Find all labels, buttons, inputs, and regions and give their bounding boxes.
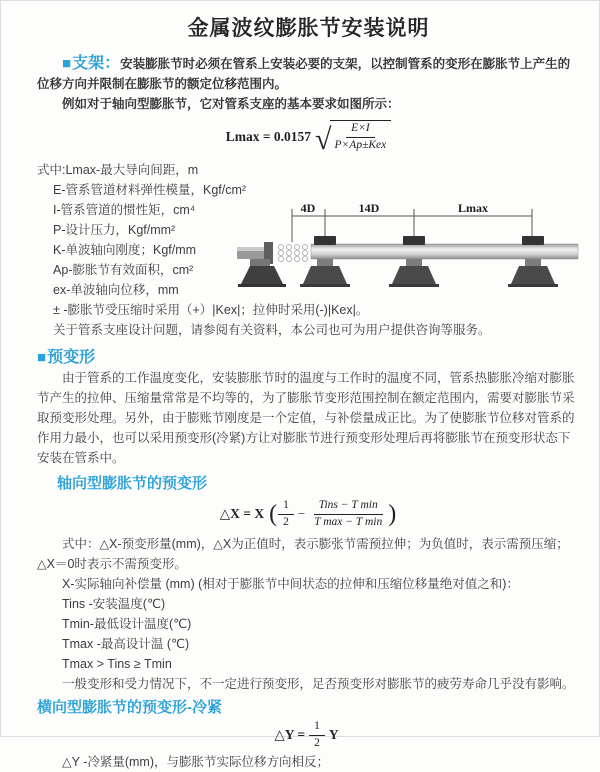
lateral-line: △Y -冷紧量(mm)，与膨胀节实际位移方向相反；: [62, 755, 330, 769]
definitions-and-diagram: [37, 160, 580, 340]
predeform-header-line: [37, 348, 580, 368]
fraction-numerator: 1: [309, 719, 325, 736]
predeform-paragraph: 由于管系的工作温度变化，安装膨胀节时的温度与工作时的温度不同，管系热膨胀冷缩对膨胀节产生的拉伸、压缩量常常是不均等的，为了膨胀节变形范围控制在额定范围内，需要对膨胀节采取预变形处理。另外，由于膨账节刚度是一个定值，与补偿量成正比。为了使膨胀节位移对管系的作用力最小，也可以采用预变形(冷紧)方让对膨胀节进行预变形处理后再将膨胀节在预变形状态下安装在管系中。: [37, 371, 575, 465]
formula-lmax-fraction: [330, 120, 392, 153]
minus-sign: −: [297, 506, 306, 521]
temperature-fraction: [309, 498, 387, 530]
axial-section-title: 轴向型膨胀节的预变形: [57, 475, 208, 492]
bellows-icon: [278, 244, 307, 261]
definition-line: K-单波轴向刚度；Kgf/mm: [53, 243, 197, 257]
dim-label-4d: 4D: [300, 201, 316, 215]
axial-line: Tmax -最高设计温 (℃): [62, 637, 190, 651]
axial-line: Tmin-最低设计温度(℃): [62, 617, 192, 631]
fraction-denominator: 2: [283, 515, 289, 528]
pipe-support-diagram: [235, 200, 580, 292]
support-example-line: 例如对于轴向型膨胀节，它对管系支座的基本要求如图所示：: [62, 97, 400, 111]
section-support-header: 支架：: [72, 55, 121, 72]
definition-line: I-管系管道的惯性矩，cm⁴: [53, 203, 196, 217]
half-fraction: [309, 719, 325, 751]
axial-line: X-实际轴向补偿量 (mm) (相对于膨胀节中间状态的拉伸和压缩位移量绝对值之和)：: [62, 577, 519, 591]
definition-line: ± -膨胀节受压缩时采用（+）|Kex|；拉伸时采用(-)|Kex|。: [53, 303, 369, 317]
half-fraction: [278, 498, 294, 530]
guide-support: [300, 236, 350, 287]
fraction-denominator: P×Ap±Kex: [334, 139, 387, 151]
support-intro-paragraph: [37, 54, 580, 94]
axial-line: Tmax > Tins ≥ Tmin: [62, 657, 172, 671]
support-note-line: 关于管系支座设计问题，请参阅有关资料，本公司也可为用户提供咨询等服务。: [53, 323, 491, 337]
definition-line: P-设计压力，Kgf/mm²: [53, 223, 176, 237]
formula-delta-y: [37, 721, 580, 749]
dim-label-14d: 14D: [358, 201, 380, 215]
fraction-denominator: 2: [314, 736, 320, 749]
definition-line: Ap-膨胀节有效面积，cm²: [53, 263, 194, 277]
section-predeform-header: 预变形: [47, 349, 96, 366]
formula-delta-x: [37, 497, 580, 531]
fraction-numerator: Tins − T min: [314, 498, 383, 515]
definition-line: E-管系管道材料弹性模量，Kgf/cm²: [53, 183, 247, 197]
section-square-icon: ■: [62, 55, 72, 72]
support-intro-text: 安装膨胀节时必须在管系上安装必要的支架，以控制管系的变形在膨胀节上产生的位移方向并限制在膨胀节的额定位移范围内。: [37, 57, 571, 91]
formula-delta-x-lhs: △X = X: [219, 506, 265, 521]
close-paren: ): [388, 501, 397, 527]
page-title: 金属波纹膨胀节安装说明: [187, 17, 430, 40]
formula-delta-y-lhs: △Y =: [274, 727, 306, 742]
fraction-numerator: E×I: [346, 121, 375, 138]
guide-support: [508, 236, 558, 287]
formula-delta-y-rhs: Y: [328, 727, 339, 742]
formula-lmax-lhs: Lmax = 0.0157: [225, 129, 312, 144]
definition-line: ex-单波轴向位移，mm: [53, 283, 179, 297]
section-square-icon: ■: [37, 349, 47, 366]
lateral-section-title: 横向型膨胀节的预变形-冷紧: [37, 699, 222, 716]
formula-lmax: [37, 119, 580, 155]
axial-line: Tins -安装温度(℃): [62, 597, 166, 611]
pipe: [311, 244, 578, 259]
axial-explain-paragraph: 式中：△X-预变形量(mm)，△X为正值时，表示膨张节需预拉伸；为负值时，表示需预压缩；△X＝0时表示不需预变形。: [37, 537, 569, 571]
axial-line: 一般变形和受力情况下，不一定进行预变形，足否预变形对膨胀节的疲劳寿命几乎没有影响。: [62, 677, 575, 691]
open-paren: (: [269, 501, 278, 527]
fraction-numerator: 1: [278, 498, 294, 515]
definition-line: 式中:Lmax-最大导向间距，m: [37, 163, 199, 177]
dim-label-lmax: Lmax: [458, 201, 488, 215]
guide-support: [389, 236, 439, 287]
radical-icon: √: [315, 122, 332, 156]
fraction-denominator: T max − T min: [314, 515, 383, 528]
